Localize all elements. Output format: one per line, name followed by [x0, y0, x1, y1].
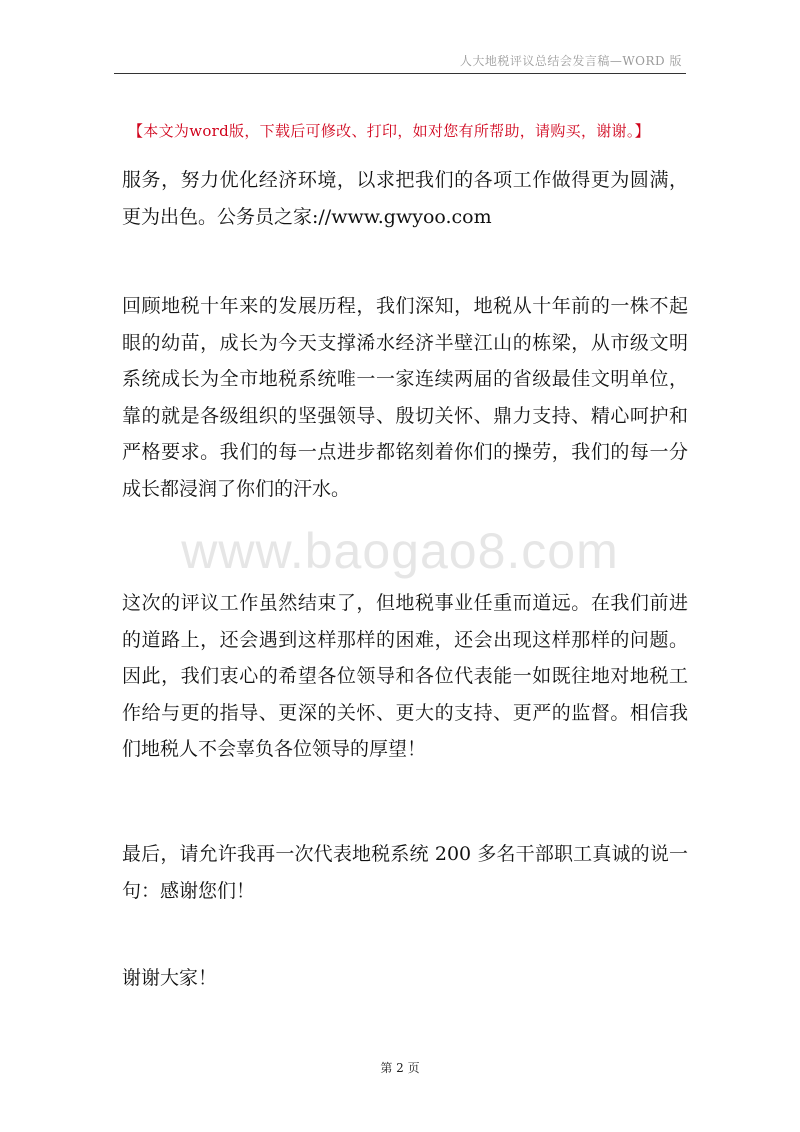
paragraph-3: 这次的评议工作虽然结束了，但地税事业任重而道远。在我们前进的道路上，还会遇到这样那样的困难，还会出现这样那样的问题。因此，我们衷心的希望各位领导和各位代表能一如既往地对地税工作给与更的指导、更深的关怀、更大的支持、更严的监督。相信我们地税人不会辜负各位领导的厚望！ — [122, 592, 688, 760]
page-number: 第 2 页 — [380, 1061, 420, 1075]
paragraph-4: 最后，请允许我再一次代表地税系统 200 多名干部职工真诚的说一句：感谢您们！ — [122, 843, 688, 902]
page-header-title: 人大地税评议总结会发言稿—WORD 版 — [459, 54, 682, 68]
paragraph-5: 谢谢大家！ — [122, 967, 218, 989]
paragraph-2: 回顾地税十年来的发展历程，我们深知，地税从十年前的一株不起眼的幼苗，成长为今天支撑浠水经济半壁江山的栋梁，从市级文明系统成长为全市地税系统唯一一家连续两届的省级最佳文明单位，靠的就是各级组织的坚强领导、殷切关怀、鼎力支持、精心呵护和严格要求。我们的每一点进步都铭刻着你们的操劳，我们的每一分成长都浸润了你们的汗水。 — [122, 295, 688, 500]
paragraph-1: 服务，努力优化经济环境，以求把我们的各项工作做得更为圆满，更为出色。公务员之家://www.gwyoo.com — [122, 169, 688, 228]
download-notice: 【本文为word版，下载后可修改、打印，如对您有所帮助，请购买，谢谢。】 — [128, 122, 650, 140]
watermark: www.baogao8.com — [181, 523, 619, 579]
header-divider — [114, 73, 686, 74]
